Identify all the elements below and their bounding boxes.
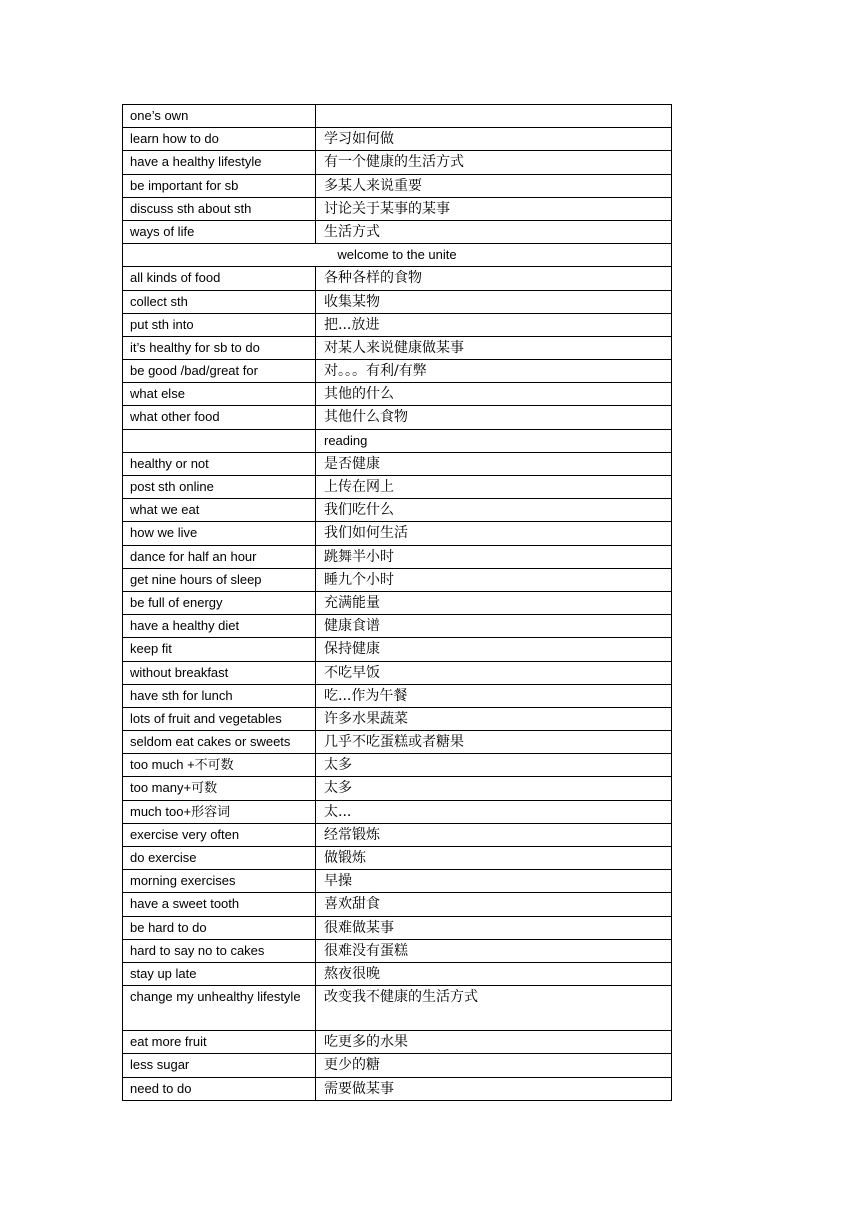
vocab-row xyxy=(123,731,672,754)
chinese-translation-cell: 健康食谱 xyxy=(316,615,672,638)
chinese-translation-cell: 吃更多的水果 xyxy=(316,1031,672,1054)
english-phrase-cell: what other food xyxy=(123,406,316,429)
vocab-row xyxy=(123,847,672,870)
english-phrase-cell: too much +不可数 xyxy=(123,754,316,777)
chinese-translation-cell: 太多 xyxy=(316,777,672,800)
vocab-row xyxy=(123,684,672,707)
vocab-row xyxy=(123,916,672,939)
english-phrase-cell: too many+可数 xyxy=(123,777,316,800)
chinese-translation-cell: 几乎不吃蛋糕或者糖果 xyxy=(316,731,672,754)
vocab-row xyxy=(123,105,672,128)
english-phrase-cell: exercise very often xyxy=(123,823,316,846)
vocab-row xyxy=(123,754,672,777)
chinese-translation-cell: 其他什么食物 xyxy=(316,406,672,429)
english-phrase-cell: learn how to do xyxy=(123,128,316,151)
english-phrase-cell: what we eat xyxy=(123,499,316,522)
vocab-row xyxy=(123,336,672,359)
english-phrase-cell: change my unhealthy lifestyle xyxy=(123,986,316,1031)
chinese-translation-cell: 熬夜很晚 xyxy=(316,962,672,985)
vocabulary-table-body xyxy=(123,105,672,1101)
vocab-row xyxy=(123,638,672,661)
english-phrase-cell: have sth for lunch xyxy=(123,684,316,707)
english-phrase-cell: less sugar xyxy=(123,1054,316,1077)
vocab-row xyxy=(123,800,672,823)
vocab-row xyxy=(123,1031,672,1054)
chinese-translation-cell: 对某人来说健康做某事 xyxy=(316,336,672,359)
vocab-row xyxy=(123,360,672,383)
english-phrase-cell: put sth into xyxy=(123,313,316,336)
chinese-translation-cell: 有一个健康的生活方式 xyxy=(316,151,672,174)
chinese-translation-cell: 早操 xyxy=(316,870,672,893)
vocab-row xyxy=(123,290,672,313)
vocab-row xyxy=(123,986,672,1031)
chinese-translation-cell: 各种各样的食物 xyxy=(316,267,672,290)
vocab-row xyxy=(123,777,672,800)
english-phrase-cell: need to do xyxy=(123,1077,316,1100)
english-phrase-cell: post sth online xyxy=(123,476,316,499)
english-phrase-cell: it’s healthy for sb to do xyxy=(123,336,316,359)
english-phrase-cell: discuss sth about sth xyxy=(123,197,316,220)
vocab-row xyxy=(123,870,672,893)
chinese-translation-cell: 太多 xyxy=(316,754,672,777)
vocabulary-table xyxy=(122,104,672,1101)
chinese-translation-cell: 多某人来说重要 xyxy=(316,174,672,197)
chinese-translation-cell: 收集某物 xyxy=(316,290,672,313)
english-phrase-cell: collect sth xyxy=(123,290,316,313)
chinese-translation-cell: 是否健康 xyxy=(316,452,672,475)
english-phrase-cell: dance for half an hour xyxy=(123,545,316,568)
english-phrase-cell: be full of energy xyxy=(123,591,316,614)
vocab-row xyxy=(123,128,672,151)
english-phrase-cell: one’s own xyxy=(123,105,316,128)
vocab-row xyxy=(123,591,672,614)
chinese-translation-cell: 喜欢甜食 xyxy=(316,893,672,916)
chinese-translation-cell: 睡九个小时 xyxy=(316,568,672,591)
vocab-row xyxy=(123,962,672,985)
vocab-row xyxy=(123,267,672,290)
vocab-row xyxy=(123,568,672,591)
vocab-row xyxy=(123,174,672,197)
english-phrase-cell: morning exercises xyxy=(123,870,316,893)
vocab-row xyxy=(123,522,672,545)
vocab-row xyxy=(123,429,672,452)
vocab-row xyxy=(123,1077,672,1100)
english-phrase-cell: stay up late xyxy=(123,962,316,985)
english-phrase-cell: hard to say no to cakes xyxy=(123,939,316,962)
vocab-row xyxy=(123,823,672,846)
vocab-row xyxy=(123,893,672,916)
english-phrase-cell: have a sweet tooth xyxy=(123,893,316,916)
chinese-translation-cell: 我们吃什么 xyxy=(316,499,672,522)
english-phrase-cell: have a healthy diet xyxy=(123,615,316,638)
vocab-row xyxy=(123,383,672,406)
vocab-row xyxy=(123,939,672,962)
english-phrase-cell: how we live xyxy=(123,522,316,545)
vocab-row xyxy=(123,406,672,429)
english-phrase-cell: seldom eat cakes or sweets xyxy=(123,731,316,754)
section-title: welcome to the unite xyxy=(123,244,672,267)
english-phrase-cell: do exercise xyxy=(123,847,316,870)
vocab-row xyxy=(123,707,672,730)
english-phrase-cell: have a healthy lifestyle xyxy=(123,151,316,174)
section-title: reading xyxy=(316,429,672,452)
vocab-row xyxy=(123,661,672,684)
chinese-translation-cell: 很难做某事 xyxy=(316,916,672,939)
chinese-translation-cell: 讨论关于某事的某事 xyxy=(316,197,672,220)
english-phrase-cell: be hard to do xyxy=(123,916,316,939)
chinese-translation-cell: 跳舞半小时 xyxy=(316,545,672,568)
vocab-row xyxy=(123,151,672,174)
chinese-translation-cell: 生活方式 xyxy=(316,220,672,243)
chinese-translation-cell: 不吃早饭 xyxy=(316,661,672,684)
chinese-translation-cell: 其他的什么 xyxy=(316,383,672,406)
vocab-row xyxy=(123,545,672,568)
chinese-translation-cell: 改变我不健康的生活方式 xyxy=(316,986,672,1031)
chinese-translation-cell: 学习如何做 xyxy=(316,128,672,151)
english-phrase-cell: what else xyxy=(123,383,316,406)
vocab-row xyxy=(123,615,672,638)
chinese-translation-cell: 经常锻炼 xyxy=(316,823,672,846)
chinese-translation-cell: 太... xyxy=(316,800,672,823)
vocab-row xyxy=(123,452,672,475)
chinese-translation-cell: 上传在网上 xyxy=(316,476,672,499)
chinese-translation-cell: 需要做某事 xyxy=(316,1077,672,1100)
chinese-translation-cell xyxy=(316,105,672,128)
vocab-row xyxy=(123,220,672,243)
chinese-translation-cell: 把...放进 xyxy=(316,313,672,336)
vocab-row xyxy=(123,476,672,499)
chinese-translation-cell: 很难没有蛋糕 xyxy=(316,939,672,962)
english-phrase-cell: get nine hours of sleep xyxy=(123,568,316,591)
chinese-translation-cell: 许多水果蔬菜 xyxy=(316,707,672,730)
english-phrase-cell: eat more fruit xyxy=(123,1031,316,1054)
section-header-row xyxy=(123,244,672,267)
vocab-row xyxy=(123,499,672,522)
chinese-translation-cell: 保持健康 xyxy=(316,638,672,661)
vocab-row xyxy=(123,1054,672,1077)
vocab-row xyxy=(123,197,672,220)
english-phrase-cell: without breakfast xyxy=(123,661,316,684)
chinese-translation-cell: 更少的糖 xyxy=(316,1054,672,1077)
english-phrase-cell: healthy or not xyxy=(123,452,316,475)
english-phrase-cell: keep fit xyxy=(123,638,316,661)
english-phrase-cell: all kinds of food xyxy=(123,267,316,290)
english-phrase-cell: be important for sb xyxy=(123,174,316,197)
chinese-translation-cell: 吃...作为午餐 xyxy=(316,684,672,707)
english-phrase-cell: lots of fruit and vegetables xyxy=(123,707,316,730)
chinese-translation-cell: 做锻炼 xyxy=(316,847,672,870)
english-phrase-cell xyxy=(123,429,316,452)
english-phrase-cell: ways of life xyxy=(123,220,316,243)
english-phrase-cell: much too+形容词 xyxy=(123,800,316,823)
english-phrase-cell: be good /bad/great for xyxy=(123,360,316,383)
vocab-row xyxy=(123,313,672,336)
chinese-translation-cell: 充满能量 xyxy=(316,591,672,614)
chinese-translation-cell: 对。。。有利/有弊 xyxy=(316,360,672,383)
chinese-translation-cell: 我们如何生活 xyxy=(316,522,672,545)
